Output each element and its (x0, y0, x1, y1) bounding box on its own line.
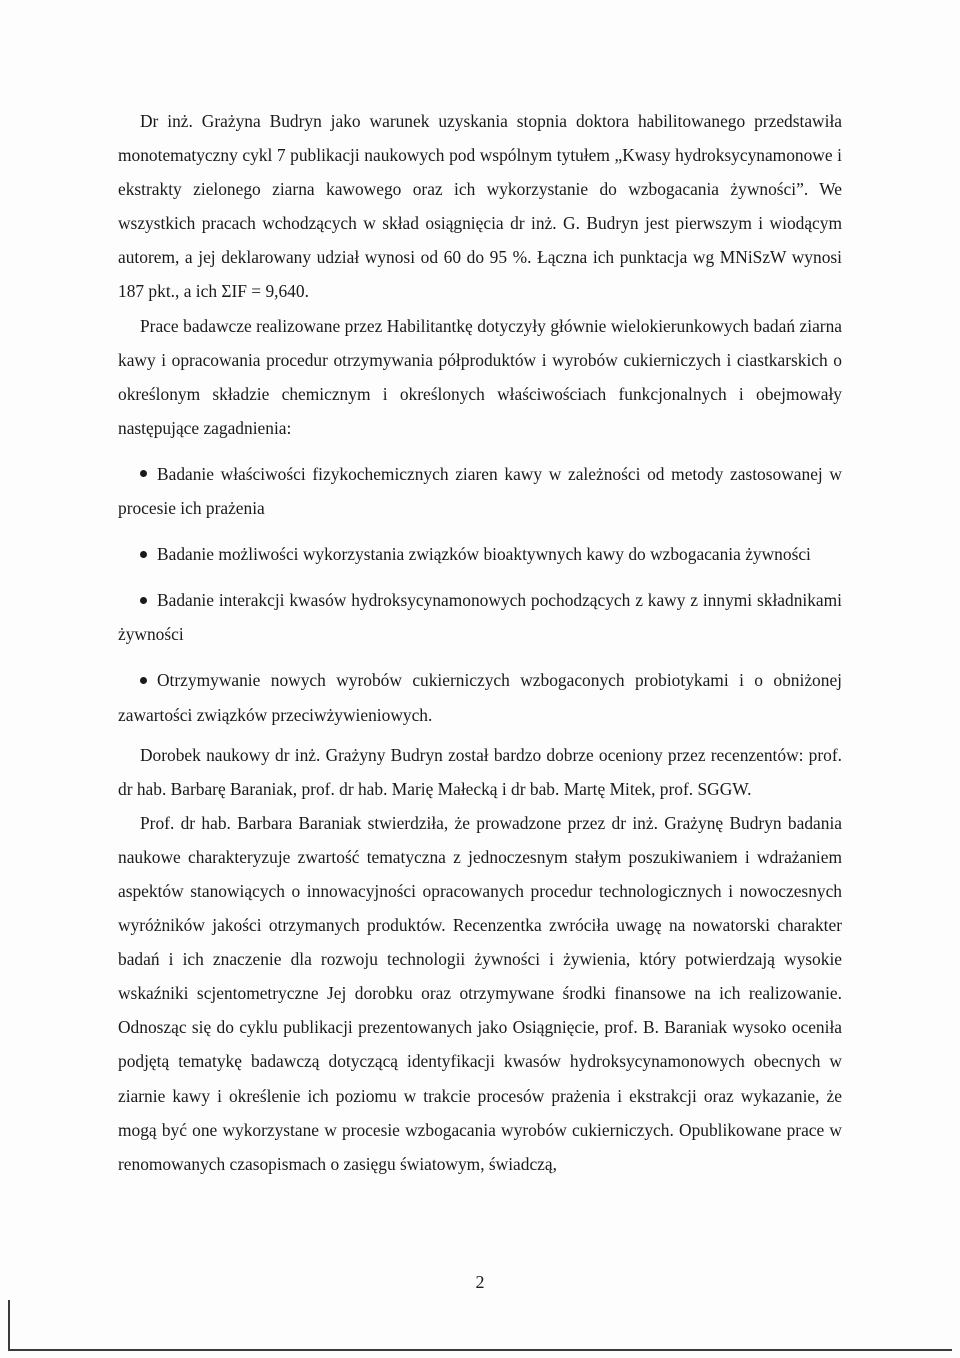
bullet-icon (140, 597, 147, 604)
list-item-text: Badanie właściwości fizykochemicznych ziaren kawy w zależności od metody zastosowanej w procesie ich prażenia (118, 463, 842, 519)
paragraph-research: Prace badawcze realizowane przez Habilitantkę dotyczyły głównie wielokierunkowych badań ziarna kawy i opracowania procedur otrzymywania półproduktów i wyrobów cukierniczych i ciastkarskich o określonym składzie chemicznym i określonych właściwościach funkcjonalnych i obejmowały następujące zagadnienia: (118, 315, 842, 438)
list-item-text: Badanie możliwości wykorzystania związków bioaktywnych kawy do wzbogacania żywności (157, 544, 811, 565)
bullet-icon (140, 551, 147, 558)
bullet-icon (140, 470, 147, 477)
paragraph-review-baraniak: Prof. dr hab. Barbara Baraniak stwierdziła, że prowadzone przez dr inż. Grażynę Budryn badania naukowe charakteryzuje zwartość tematyczna z jednoczesnym stałym poszukiwaniem i wdrażaniem aspektów stanowiących o innowacyjności opracowanych procedur technologicznych i nowoczesnych wyróżników jakości otrzymanych produktów. Recenzentka zwróciła uwagę na nowatorski charakter badań i ich znaczenie dla rozwoju technologii żywności i żywienia, który potwierdzają wysokie wskaźniki scjentometryczne Jej dorobku oraz otrzymywane środki finansowe na ich realizowanie. Odnosząc się do cyklu publikacji prezentowanych jako Osiągnięcie, prof. B. Baraniak wysoko oceniła podjętą tematykę badawczą dotyczącą identyfikacji kwasów hydroksycynamonowych obecnych w ziarnie kawy i określenie ich poziomu w trakcie procesów prażenia i ekstrakcji oraz wykazanie, że mogą być one wykorzystane w procesie wzbogacania wyrobów cukierniczych. Opublikowane prace w renomowanych czasopismach o zasięgu światowym, świadczą, (118, 812, 842, 1174)
list-item-text: Otrzymywanie nowych wyrobów cukierniczych wzbogaconych probiotykami i o obniżonej zawartości związków przeciwżywieniowych. (118, 670, 842, 725)
paragraph-intro: Dr inż. Grażyna Budryn jako warunek uzyskania stopnia doktora habilitowanego przedstawiła monotematyczny cykl 7 publikacji naukowych pod wspólnym tytułem „Kwasy hydroksycynamonowe i ekstrakty zielonego ziarna kawowego oraz ich wykorzystanie do wzbogacania żywności”. We wszystkich pracach wchodzących w skład osiągnięcia dr inż. G. Budryn jest pierwszym i wiodącym autorem, a jej deklarowany udział wynosi od 60 do 95 %. Łączna ich punktacja wg MNiSzW wynosi 187 pkt., a ich ΣIF = 9,640. (118, 111, 842, 302)
bullet-icon (140, 677, 147, 684)
document-body (118, 104, 842, 1181)
list-item-text: Badanie interakcji kwasów hydroksycynamonowych pochodzących z kawy z innymi składnikami żywności (118, 590, 842, 645)
list-item (118, 537, 842, 571)
scan-edge-bottom-line (8, 1349, 952, 1351)
list-item (118, 663, 842, 731)
list-item (118, 457, 842, 525)
page-number: 2 (475, 1272, 485, 1292)
list-item (118, 583, 842, 651)
scan-edge-left-line (8, 1300, 10, 1350)
paragraph-reviewers: Dorobek naukowy dr inż. Grażyny Budryn został bardzo dobrze oceniony przez recenzentów: prof. dr hab. Barbarę Baraniak, prof. dr hab. Marię Małecką i dr bab. Martę Mitek, prof. SGGW. (118, 744, 842, 799)
research-topics-list (118, 457, 842, 732)
